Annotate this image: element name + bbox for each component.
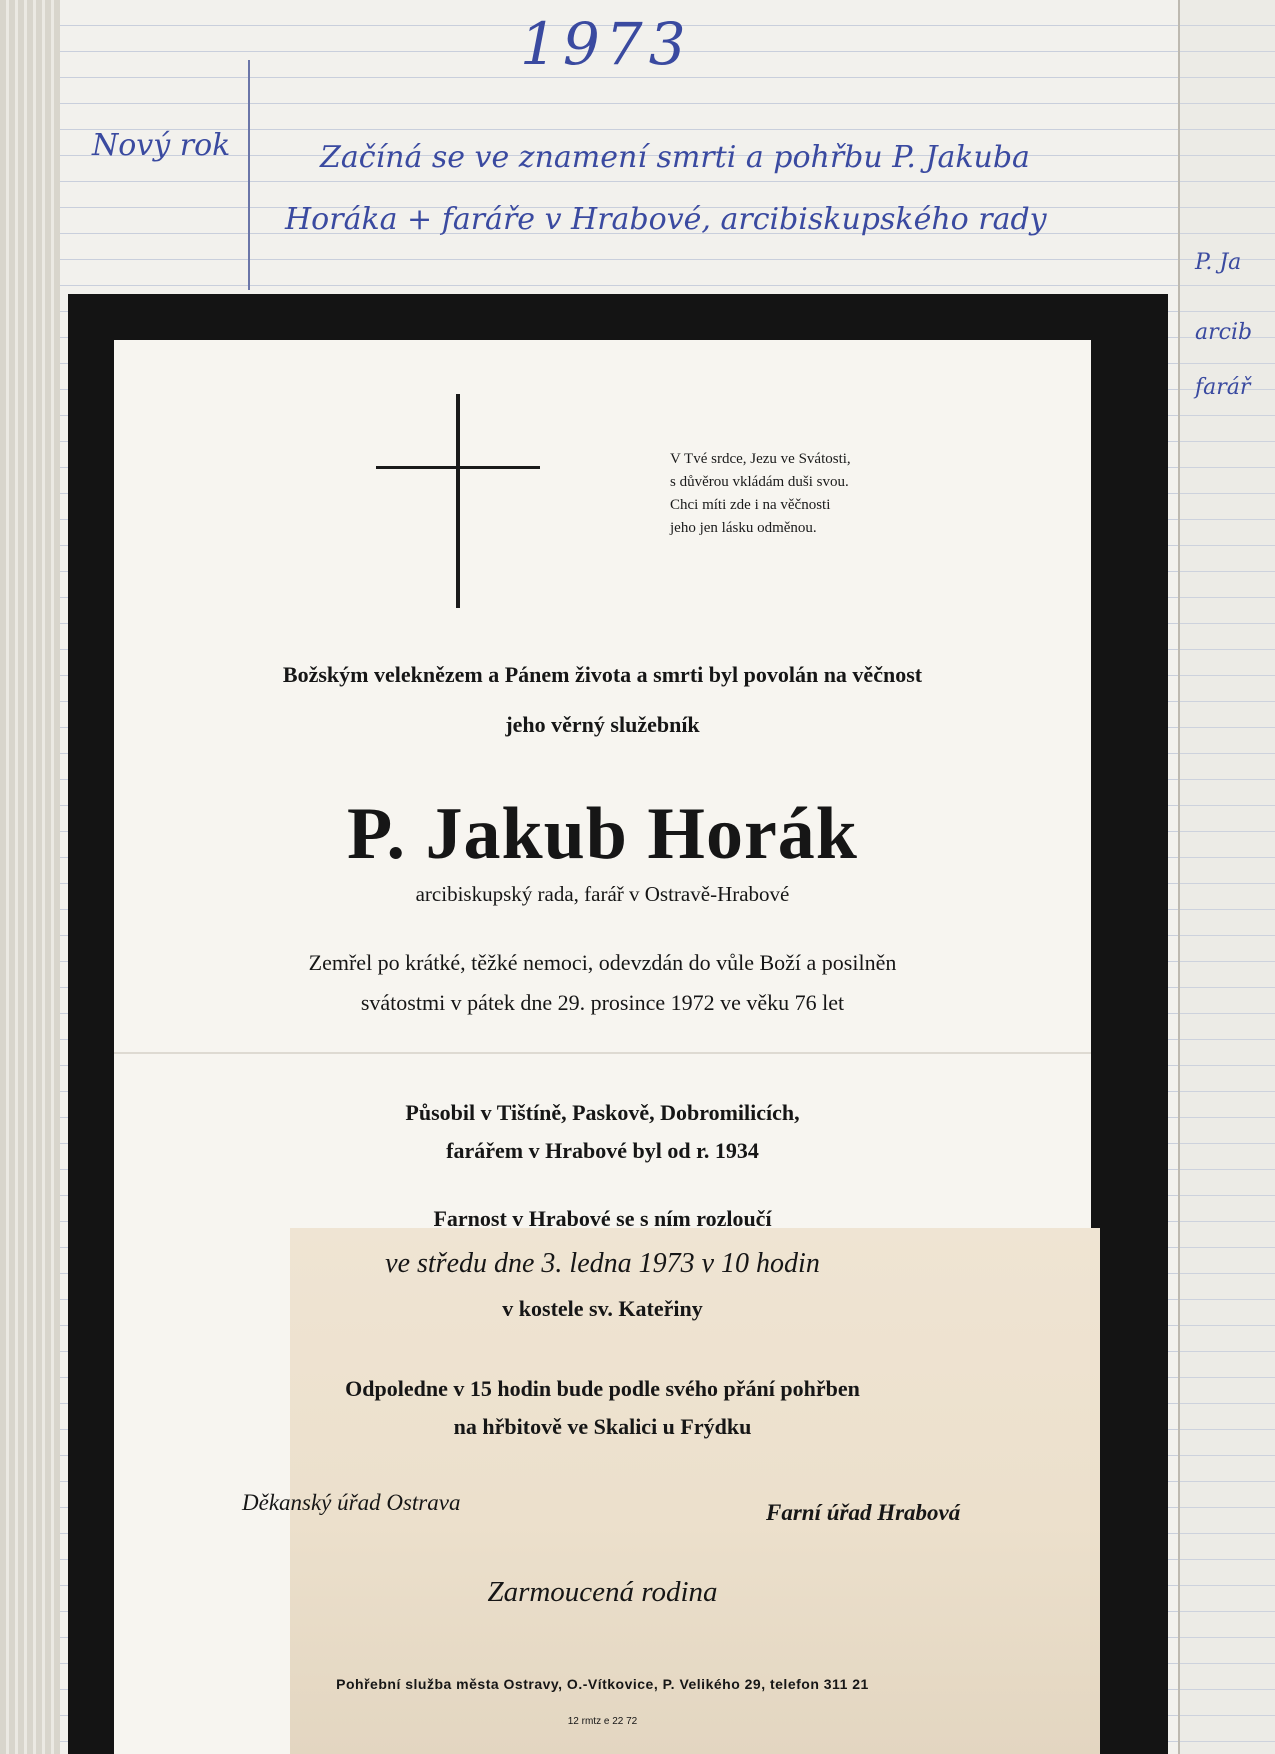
funeral-service-footer: Pohřební služba města Ostravy, O.-Vítkovice, P. Velikého 29, telefon 311 21 bbox=[336, 1676, 869, 1692]
prayer-verse-line: s důvěrou vkládám duši svou. bbox=[670, 474, 849, 490]
parishes-line-2: farářem v Hrabové byl od r. 1934 bbox=[446, 1138, 759, 1163]
prayer-verse bbox=[670, 448, 851, 540]
intro-line-2: jeho věrný služebník bbox=[505, 712, 700, 737]
obituary-card bbox=[114, 340, 1091, 1754]
death-notice-line-1: Zemřel po krátké, těžké nemoci, odevzdán do vůle Boží a posilněn bbox=[308, 950, 897, 975]
death-notice-line-2: svátostmi v pátek dne 29. prosince 1972 ve věku 76 let bbox=[360, 990, 845, 1015]
handwritten-line-1: Začíná se ve znamení smrti a pohřbu P. Jakuba bbox=[320, 140, 1030, 175]
prayer-verse-line: Chci míti zde i na věčnosti bbox=[670, 497, 831, 513]
handwritten-side-note-3: farář bbox=[1195, 375, 1251, 400]
intro-line-1: Božským veleknězem a Pánem života a smrti byl povolán na věčnost bbox=[282, 662, 923, 687]
margin-rule bbox=[248, 60, 250, 290]
cross-icon-bar bbox=[376, 466, 540, 469]
handwritten-line-2: Horáka + faráře v Hrabové, arcibiskupského rady bbox=[285, 202, 1047, 237]
deanery-office: Děkanský úřad Ostrava bbox=[242, 1490, 461, 1515]
farewell-date: ve středu dne 3. ledna 1973 v 10 hodin bbox=[385, 1248, 820, 1279]
farewell-location: v kostele sv. Kateřiny bbox=[502, 1296, 703, 1321]
print-code: 12 rmtz e 22 72 bbox=[567, 1716, 638, 1727]
card-fold-line bbox=[114, 1052, 1091, 1054]
handwritten-year: 1973 bbox=[520, 10, 692, 78]
burial-line-1: Odpoledne v 15 hodin bude podle svého přání pohřben bbox=[345, 1376, 860, 1401]
parish-office: Farní úřad Hrabová bbox=[766, 1500, 961, 1525]
handwritten-margin-note: Nový rok bbox=[92, 128, 231, 163]
handwritten-side-note-1: P. Ja bbox=[1195, 250, 1242, 275]
deceased-name: P. Jakub Horák bbox=[347, 793, 858, 875]
cross-icon bbox=[456, 394, 460, 608]
ledger-page-edges bbox=[0, 0, 60, 1754]
handwritten-side-note-2: arcib bbox=[1195, 320, 1253, 345]
burial-line-2: na hřbitově ve Skalici u Frýdku bbox=[453, 1414, 752, 1439]
prayer-verse-line: V Tvé srdce, Jezu ve Svátosti, bbox=[670, 451, 851, 467]
parishes-line-1: Působil v Tištíně, Paskově, Dobromilicích, bbox=[405, 1100, 800, 1125]
grieving-family: Zarmoucená rodina bbox=[487, 1576, 718, 1608]
farewell-line-1: Farnost v Hrabové se s ním rozloučí bbox=[433, 1206, 772, 1231]
prayer-verse-line: jeho jen lásku odměnou. bbox=[670, 520, 817, 536]
deceased-role: arcibiskupský rada, farář v Ostravě-Hrabové bbox=[415, 882, 790, 906]
